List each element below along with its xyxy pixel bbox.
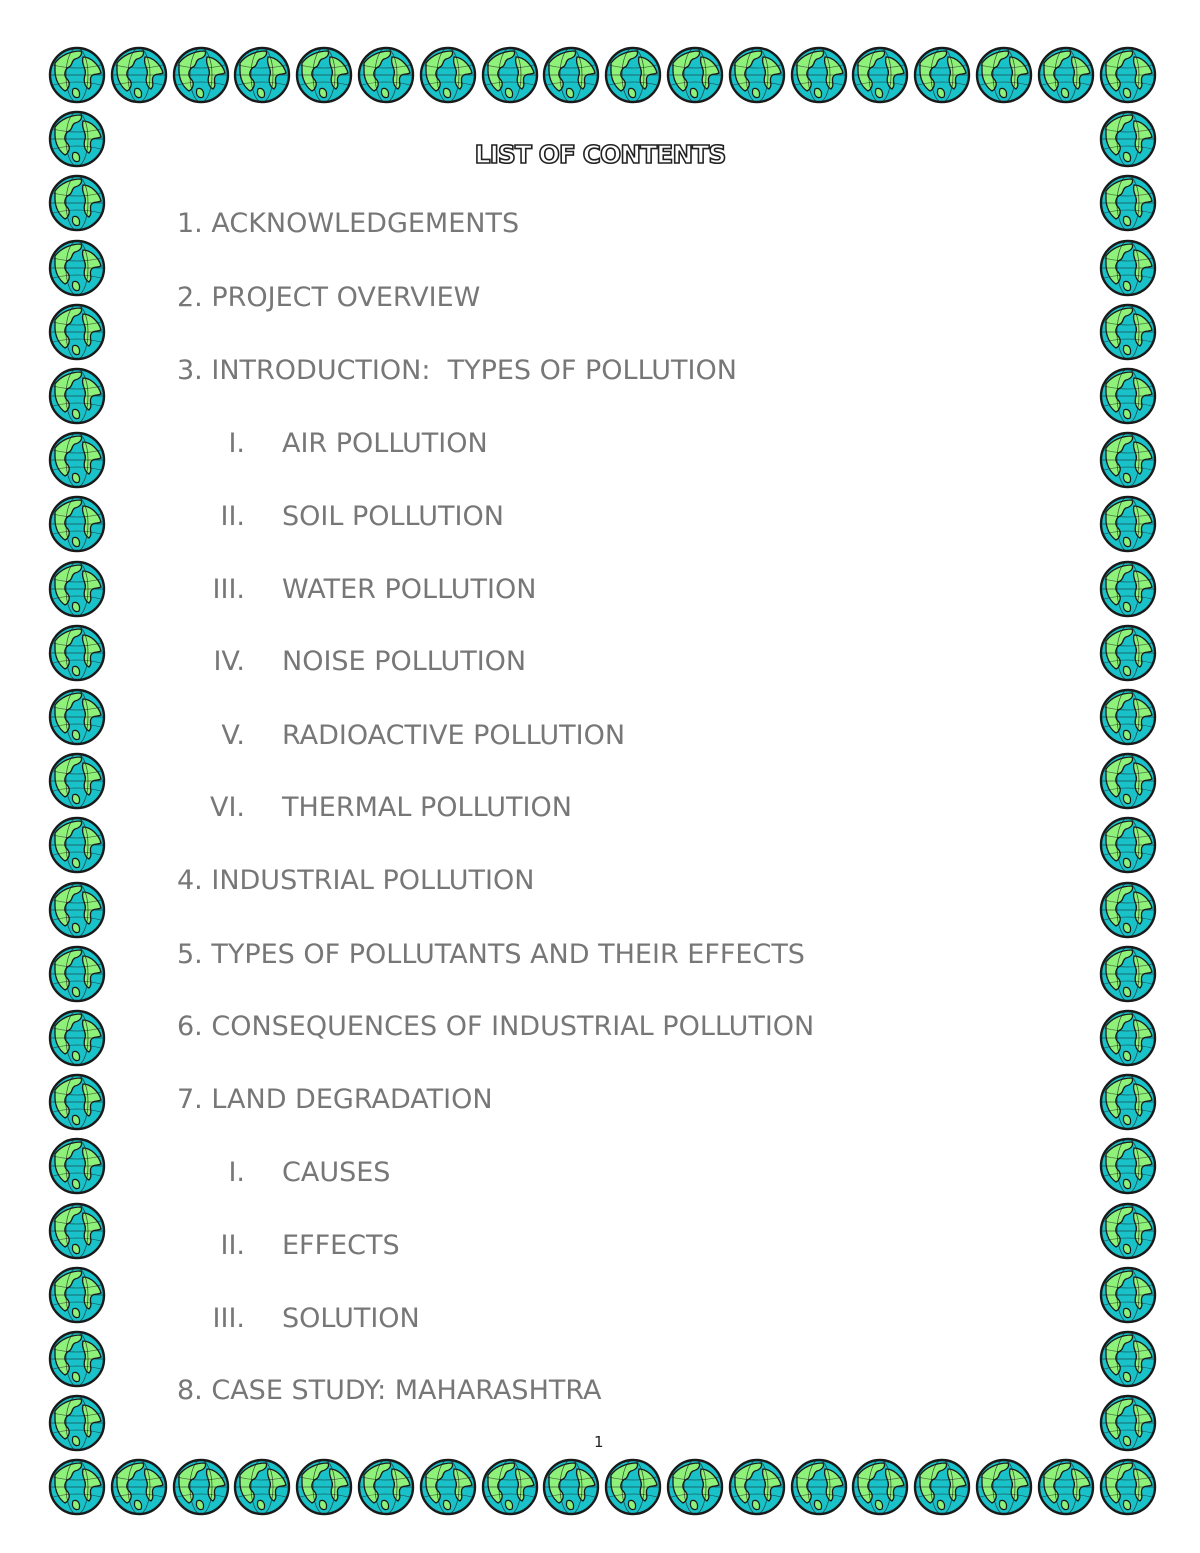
globe-icon xyxy=(47,751,107,811)
toc-number: 6. xyxy=(177,1011,203,1042)
toc-item-industrial-pollution xyxy=(177,864,534,898)
globe-icon xyxy=(47,944,107,1004)
globe-icon xyxy=(1098,1136,1158,1196)
toc-number: 1. xyxy=(177,208,203,239)
globe-icon xyxy=(1098,173,1158,233)
toc-subitem-solution: SOLUTION xyxy=(282,1303,420,1334)
globe-icon xyxy=(47,173,107,233)
globe-icon xyxy=(1098,1008,1158,1068)
globe-icon xyxy=(232,45,292,105)
toc-subnumber: II. xyxy=(220,501,245,532)
globe-icon xyxy=(171,1457,231,1517)
globe-icon xyxy=(1098,1265,1158,1325)
globe-icon xyxy=(1036,45,1096,105)
globe-icon xyxy=(47,559,107,619)
globe-icon xyxy=(294,1457,354,1517)
globe-icon xyxy=(47,1265,107,1325)
globe-icon xyxy=(1098,1201,1158,1261)
toc-number: 5. xyxy=(177,939,203,970)
toc-text: TYPES OF POLLUTANTS AND THEIR EFFECTS xyxy=(211,939,805,970)
globe-icon xyxy=(603,1457,663,1517)
globe-icon xyxy=(727,45,787,105)
globe-icon xyxy=(665,45,725,105)
globe-icon xyxy=(1098,430,1158,490)
toc-subitem-water-pollution: WATER POLLUTION xyxy=(282,574,537,605)
globe-icon xyxy=(47,1393,107,1453)
globe-icon xyxy=(1098,238,1158,298)
globe-icon xyxy=(47,45,107,105)
globe-icon xyxy=(47,1457,107,1517)
globe-icon xyxy=(47,1072,107,1132)
toc-subnumber: III. xyxy=(212,1303,245,1334)
globe-icon xyxy=(1098,944,1158,1004)
globe-icon xyxy=(789,1457,849,1517)
page-title: LIST OF CONTENTS xyxy=(474,140,726,169)
globe-icon xyxy=(1098,302,1158,362)
globe-icon xyxy=(850,1457,910,1517)
toc-item-introduction xyxy=(177,354,737,388)
globe-icon xyxy=(356,45,416,105)
globe-icon xyxy=(109,1457,169,1517)
toc-subitem-thermal-pollution: THERMAL POLLUTION xyxy=(282,792,572,823)
globe-icon xyxy=(1098,687,1158,747)
globe-icon xyxy=(1098,1329,1158,1389)
toc-subnumber: IV. xyxy=(213,646,245,677)
toc-item-acknowledgements xyxy=(177,207,519,241)
globe-icon xyxy=(603,45,663,105)
toc-text: PROJECT OVERVIEW xyxy=(211,282,481,313)
globe-icon xyxy=(232,1457,292,1517)
toc-text: CASE STUDY: MAHARASHTRA xyxy=(211,1375,602,1406)
globe-icon xyxy=(1098,559,1158,619)
globe-icon xyxy=(541,45,601,105)
globe-icon xyxy=(171,45,231,105)
globe-icon xyxy=(1098,45,1158,105)
globe-icon xyxy=(47,1329,107,1389)
toc-subitem-air-pollution: AIR POLLUTION xyxy=(282,428,488,459)
globe-icon xyxy=(47,1136,107,1196)
globe-icon xyxy=(974,1457,1034,1517)
globe-icon xyxy=(480,45,540,105)
toc-subitem-effects: EFFECTS xyxy=(282,1230,400,1261)
toc-subitem-causes: CAUSES xyxy=(282,1157,391,1188)
globe-icon xyxy=(294,45,354,105)
toc-number: 4. xyxy=(177,865,203,896)
globe-icon xyxy=(47,1201,107,1261)
toc-number: 7. xyxy=(177,1084,203,1115)
globe-icon xyxy=(47,687,107,747)
globe-icon xyxy=(1098,494,1158,554)
globe-icon xyxy=(1098,1393,1158,1453)
globe-icon xyxy=(1098,366,1158,426)
toc-number: 3. xyxy=(177,355,203,386)
globe-icon xyxy=(47,1008,107,1068)
globe-icon xyxy=(480,1457,540,1517)
toc-subitem-radioactive-pollution: RADIOACTIVE POLLUTION xyxy=(282,720,626,751)
globe-icon xyxy=(974,45,1034,105)
globe-icon xyxy=(727,1457,787,1517)
globe-icon xyxy=(541,1457,601,1517)
toc-subnumber: III. xyxy=(212,574,245,605)
toc-subitem-soil-pollution: SOIL POLLUTION xyxy=(282,501,504,532)
toc-subnumber: II. xyxy=(220,1230,245,1261)
globe-icon xyxy=(418,1457,478,1517)
globe-icon xyxy=(665,1457,725,1517)
toc-item-case-study xyxy=(177,1374,602,1408)
toc-number: 2. xyxy=(177,282,203,313)
globe-icon xyxy=(47,430,107,490)
globe-icon xyxy=(1098,751,1158,811)
globe-icon xyxy=(789,45,849,105)
globe-icon xyxy=(47,623,107,683)
toc-item-types-of-pollutants xyxy=(177,938,805,972)
globe-icon xyxy=(47,366,107,426)
toc-item-consequences xyxy=(177,1010,814,1044)
globe-icon xyxy=(109,45,169,105)
globe-icon xyxy=(1098,623,1158,683)
globe-icon xyxy=(47,815,107,875)
globe-icon xyxy=(1098,1457,1158,1517)
globe-icon xyxy=(1098,1072,1158,1132)
toc-text: INDUSTRIAL POLLUTION xyxy=(211,865,535,896)
globe-icon xyxy=(356,1457,416,1517)
toc-item-project-overview xyxy=(177,281,480,315)
globe-icon xyxy=(47,238,107,298)
toc-text: ACKNOWLEDGEMENTS xyxy=(211,208,520,239)
toc-text: LAND DEGRADATION xyxy=(211,1084,493,1115)
globe-icon xyxy=(47,494,107,554)
toc-item-land-degradation xyxy=(177,1083,493,1117)
globe-icon xyxy=(1036,1457,1096,1517)
globe-icon xyxy=(850,45,910,105)
toc-number: 8. xyxy=(177,1375,203,1406)
toc-subitem-noise-pollution: NOISE POLLUTION xyxy=(282,646,527,677)
globe-icon xyxy=(47,302,107,362)
globe-icon xyxy=(47,880,107,940)
page-number: 1 xyxy=(594,1433,604,1451)
globe-icon xyxy=(1098,880,1158,940)
toc-subnumber: VI. xyxy=(209,792,245,823)
toc-subnumber: I. xyxy=(228,1157,245,1188)
globe-icon xyxy=(1098,815,1158,875)
toc-subnumber: V. xyxy=(221,720,245,751)
toc-text: INTRODUCTION: TYPES OF POLLUTION xyxy=(211,355,737,386)
toc-text: CONSEQUENCES OF INDUSTRIAL POLLUTION xyxy=(211,1011,815,1042)
globe-icon xyxy=(418,45,478,105)
toc-subnumber: I. xyxy=(228,428,245,459)
globe-icon xyxy=(912,1457,972,1517)
globe-icon xyxy=(912,45,972,105)
